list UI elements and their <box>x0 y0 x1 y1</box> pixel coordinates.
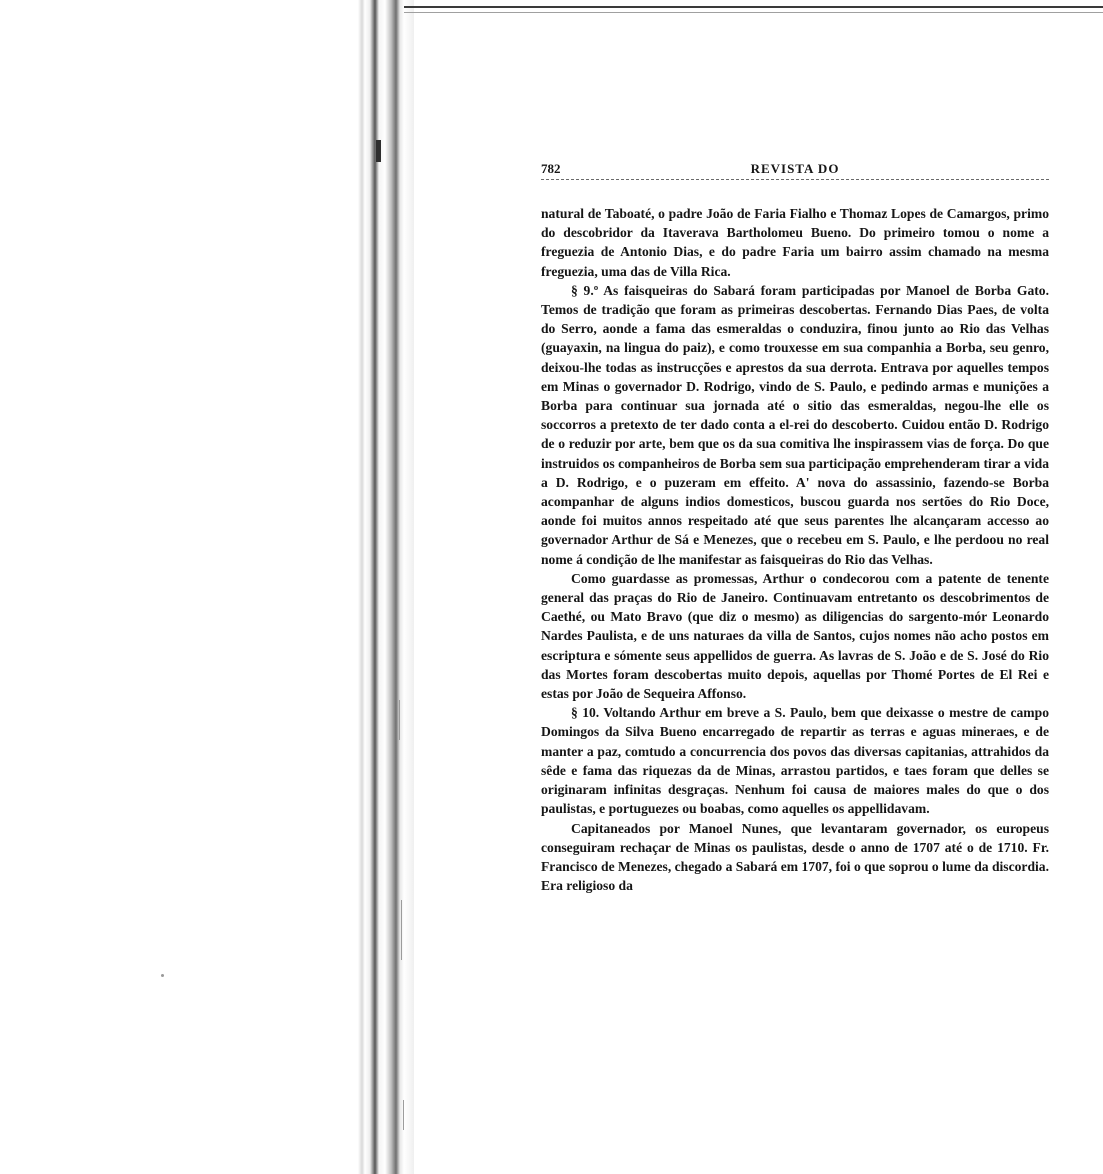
paragraph-section-10: § 10. Voltando Arthur em breve a S. Paulo, bem que deixasse o mestre de campo Domingos da Silva Bueno encarregado de repartir as terras e aguas mineraes, e de manter a paz, comtudo a concurrencia dos povos das diversas capitanias, attrahidos da sêde e fama das riquezas da de Minas, arrastou partidos, e taes foram que delles se originaram infinitas desgraças. Nenhum foi causa de maiores males do que o dos paulistas, e portuguezes ou boabas, como aquelles os appellidavam. <box>541 705 1049 817</box>
page-top-edge <box>404 6 1103 8</box>
page-top-edge-shadow <box>404 12 1103 13</box>
paragraph: Como guardasse as promessas, Arthur o condecorou com a patente de tenente general das praças do Rio de Janeiro. Continuavam entretanto os descobrimentos de Caethé, ou Mato Bravo (que diz o mesmo) as diligencias do sargento-mór Leonardo Nardes Paulista, e de uns naturaes da villa de Santos, cujos nomes não acho postos em escriptura e sómente seus appellidos de guerra. As lavras de S. João e de S. José do Rio das Mortes foram descobertas muito depois, aquellas por Thomé Portes de El Rei e estas por João de Sequeira Affonso. <box>541 570 1049 702</box>
paragraph-continuation: natural de Taboaté, o padre João de Faria Fialho e Thomaz Lopes de Camargos, primo do descobridor da Itaverava Bartholomeu Bueno. Do primeiro tomou o nome a freguezia de Antonio Dias, e do padre Faria um bairro assim chamado na mesma freguezia, uma das de Villa Rica. <box>541 206 1049 279</box>
paper-speck <box>161 974 164 977</box>
gutter-crease-line <box>399 700 400 740</box>
gutter-crease-line <box>403 1100 404 1130</box>
running-head: REVISTA DO <box>750 161 840 176</box>
paragraph-section-9: § 9.º As faisqueiras do Sabará foram participadas por Manoel de Borba Gato. Temos de tradição que foram as primeiras descobertas. Fernando Dias Paes, de volta do Serro, aonde a fama das esmeraldas o conduzira, finou junto ao Rio das Velhas (guayaxin, na lingua do paiz), e como trouxesse em sua companhia a Borba, seu genro, deixou-lhe todas as instrucções e aprestos da sua derrota. Entrava por aquelles tempos em Minas o governador D. Rodrigo, vindo de S. Paulo, e pedindo armas e munições a Borba para continuar sua jornada até o sitio das esmeraldas, negou-lhe elle os soccorros a pretexto de ter dado conta a el-rei do descoberto. Cuidou então D. Rodrigo de o reduzir por arte, bem que os da sua comitiva lhe inspirassem vias de força. Do que instruidos os companheiros de Borba sem sua participação emprehenderam tirar a vida a D. Rodrigo, e o puzeram em effeito. A' nova do assassinio, fazendo-se Borba acompanhar de alguns indios domesticos, buscou guarda nos sertões do Rio Doce, aonde foi muitos annos respeitado até que seus parentes lhe alcançaram accesso ao governador Arthur de Sá e Menezes, que o recebeu em S. Paulo, e lhe perdoou no real nome á condição de lhe manifestar as faisqueiras do Rio das Velhas. <box>541 282 1049 567</box>
gutter-crease-line <box>401 900 402 960</box>
book-page <box>541 155 1049 895</box>
page-header <box>541 155 1049 180</box>
book-gutter <box>358 0 414 1174</box>
paragraph: Capitaneados por Manoel Nunes, que levantaram governador, os europeus conseguiram rechaçar de Minas os paulistas, desde o anno de 1707 até o de 1710. Fr. Francisco de Menezes, chegado a Sabará em 1707, foi o que soprou o lume da discordia. Era religioso da <box>541 820 1049 894</box>
gutter-binding-mark <box>376 140 381 162</box>
blank-facing-page <box>0 0 362 1174</box>
body-text <box>541 204 1049 895</box>
page-number: 782 <box>541 161 561 176</box>
